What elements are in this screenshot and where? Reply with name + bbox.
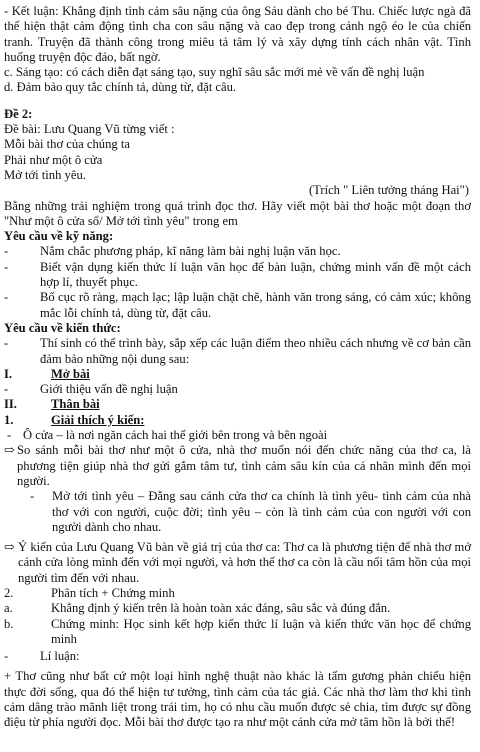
section-ii	[4, 397, 471, 412]
list-item	[4, 489, 471, 535]
list-item-text: Bố cục rõ ràng, mạch lạc; lập luận chặt chẽ, hành văn trong sáng, có cảm xúc; không mắc lỗi chính tả, dùng từ, đặt câu.	[40, 290, 471, 320]
poem-source: (Trích " Liên tưởng tháng Hai")	[308, 183, 469, 198]
item-letter: a.	[4, 601, 13, 616]
poem-line: Mở tới tình yêu.	[4, 167, 86, 182]
dash-bullet: -	[4, 336, 9, 351]
item-letter: b.	[4, 616, 14, 631]
sang-tao-paragraph: c. Sáng tạo: có cách diễn đạt sáng tạo, suy nghĩ sâu sắc mới mẻ về vấn đề nghị luận	[4, 65, 425, 80]
item-b	[4, 617, 471, 648]
section-number: I.	[4, 366, 13, 381]
list-item-text: Nắm chắc phương pháp, kĩ năng làm bài nghị luận văn học.	[40, 244, 341, 259]
list-item-text: Giới thiệu vấn đề nghị luận	[40, 382, 178, 397]
section-2	[4, 586, 471, 601]
dash-bullet: -	[4, 649, 9, 664]
section-number: II.	[4, 397, 17, 412]
dash-bullet: -	[4, 290, 9, 305]
arrow-paragraph	[4, 540, 471, 586]
yc-kynang-heading: Yêu cầu về kỹ năng:	[4, 229, 114, 244]
list-item	[4, 649, 471, 664]
list-item-text: Thí sinh có thể trình bày, sắp xếp các luận điểm theo nhiều cách nhưng về cơ bản cần đảm bảo những nội dung sau:	[40, 336, 471, 366]
poem-line: Phải như một ô cửa	[4, 152, 103, 167]
dash-bullet: -	[4, 382, 9, 397]
paragraph-text: So sánh mỗi bài thơ như một ô cửa, nhà thơ muốn nói đến chức năng của thơ ca, là phương tiện giúp nhà thơ gửi gắm tâm tư, tình cảm sâu kín của cá nhân mình đến mọi người.	[17, 443, 471, 488]
de2-task: Bằng những trải nghiệm trong quá trình đọc thơ. Hãy viết một bài thơ hoặc một đoạn thơ "Như một ô cửa sổ/ Mở tới tình yêu" trong em	[4, 198, 471, 228]
list-item-text: Ô cửa – là nơi ngăn cách hai thế giới bên trong và bên ngoài	[23, 428, 328, 443]
dash-bullet: -	[30, 489, 35, 504]
list-item-text: Mở tới tình yêu – Đằng sau cánh cửa thơ ca chính là tình yêu- tình cảm của nhà thơ với con người, cuộc đời; tình yêu – còn là tình cảm của con người với con người dành cho nhau.	[52, 489, 471, 534]
list-item	[4, 260, 471, 291]
item-a	[4, 601, 471, 616]
chinh-ta-paragraph: d. Đảm bảo quy tắc chính tả, dùng từ, đặt câu.	[4, 80, 237, 95]
section-number: 1.	[4, 412, 14, 427]
arrow-paragraph	[4, 443, 471, 489]
tho-ca-paragraph: + Thơ cũng như bất cứ một loại hình nghệ thuật nào khác là tấm gương phản chiếu hiện thực đời sống, qua đó thể hiện tư tưởng, tình cảm của tác giả. Các nhà thơ làm thơ khi tình cảm dâng trào mãnh liệt trong trái tim, họ có nhu cầu muốn được sẻ chia, tìm được sự đồng điệu từ phía người đọc. Mỗi bài thơ được tạo ra như một cánh cửa mở tâm hồn là bởi thế!	[4, 669, 471, 730]
dash-bullet: -	[7, 428, 12, 443]
paragraph-text: Ý kiến của Lưu Quang Vũ bàn về giá trị của thơ ca: Thơ ca là phương tiện để nhà thơ mở cánh cửa lòng mình đến với mọi người, và hơn thế thơ ca còn là cầu nối tâm hồn của mọi người tìm đến với nhau.	[18, 540, 471, 585]
list-item	[4, 382, 471, 397]
section-title: Phân tích + Chứng minh	[51, 585, 175, 600]
ket-luan-paragraph: - Kết luận: Khẳng định tình cảm sâu nặng của ông Sáu dành cho bé Thu. Chiếc lược ngà đã thể hiện thật cảm động tình cha con sâu nặng và cao đẹp trong cảnh ngộ éo le của chiến tranh. Truyện đã thành công trong miêu tả tâm lý và xây dựng tính cách nhân vật. Tình huống truyện độc đáo, bất ngờ.	[4, 4, 471, 64]
de2-heading: Đề 2:	[4, 106, 33, 121]
section-number: 2.	[4, 585, 14, 600]
poem-line: Mỗi bài thơ của chúng ta	[4, 137, 130, 152]
yc-kienthuc-heading: Yêu cầu về kiến thức:	[4, 320, 121, 335]
section-title: Thân bài	[51, 397, 100, 412]
section-title: Mở bài	[51, 366, 90, 381]
dash-bullet: -	[4, 259, 9, 274]
item-text: Chứng minh: Học sinh kết hợp kiến thức lí luận và kiến thức văn học để chứng minh	[51, 616, 471, 646]
section-i	[4, 367, 471, 382]
dash-bullet: -	[4, 244, 9, 259]
list-item	[4, 428, 471, 443]
de2-prompt: Đề bài: Lưu Quang Vũ từng viết :	[4, 122, 175, 137]
arrow-icon: ⇨	[4, 540, 15, 555]
arrow-icon: ⇨	[4, 443, 15, 458]
list-item	[4, 290, 471, 321]
list-item	[4, 244, 471, 259]
item-text: Khẳng định ý kiến trên là hoàn toàn xác đáng, sâu sắc và đúng đắn.	[51, 601, 391, 616]
section-1	[4, 413, 471, 428]
list-item	[4, 336, 471, 367]
section-title: Giải thích ý kiến:	[51, 412, 145, 427]
list-item-text: Biết vận dụng kiến thức lí luận văn học để bàn luận, chứng minh vấn đề một cách hợp lí, thuyết phục.	[40, 259, 471, 290]
list-item-text: Lí luận:	[40, 649, 80, 664]
